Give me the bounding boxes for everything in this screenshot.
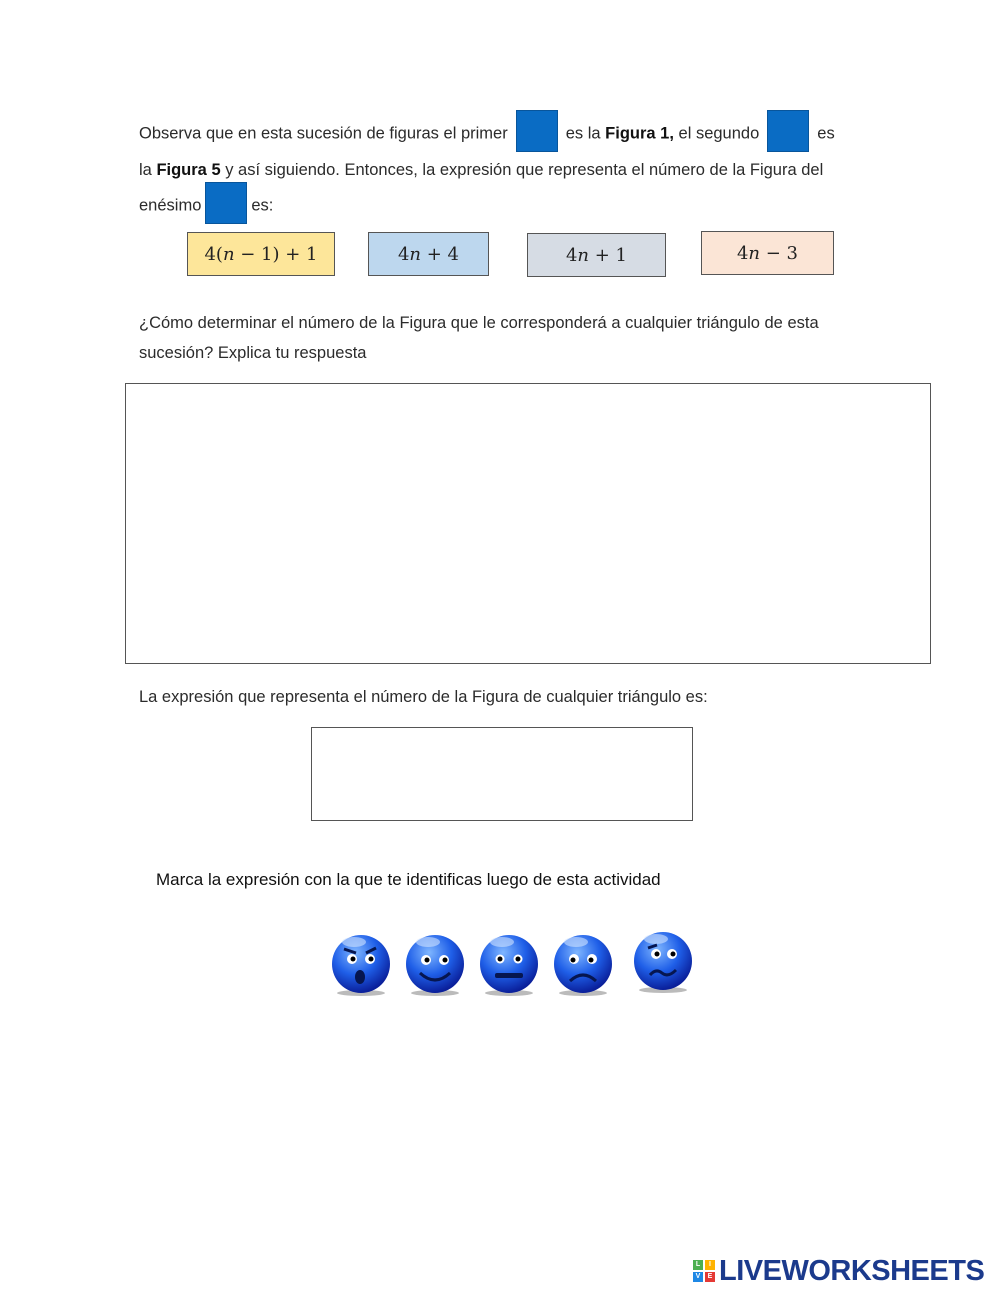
option-expression-3[interactable] xyxy=(527,233,666,277)
explanation-answer-box[interactable] xyxy=(125,383,931,664)
sad-face-icon[interactable] xyxy=(552,933,614,997)
intro-text-7: enésimo xyxy=(139,196,202,215)
intro-text-5: la xyxy=(139,161,152,179)
blue-square-figure xyxy=(516,110,558,152)
intro-paragraph xyxy=(139,113,869,227)
option-label: 4(𝑛 − 1) + 1 xyxy=(204,243,318,265)
option-expression-4[interactable] xyxy=(701,231,834,275)
expression-answer-box[interactable] xyxy=(311,727,693,821)
intro-text-1: Observa que en esta sucesión de figuras el primer xyxy=(139,124,508,143)
confused-face-icon[interactable] xyxy=(632,930,694,994)
logo-mark-icon xyxy=(693,1260,715,1282)
option-expression-1[interactable] xyxy=(187,232,335,276)
intro-text-8: es: xyxy=(251,196,274,215)
option-label: 4𝑛 − 3 xyxy=(736,242,799,264)
intro-bold-figura-1: Figura 1, xyxy=(605,124,674,143)
logo-mark-letter: I xyxy=(705,1260,715,1270)
option-expression-2[interactable] xyxy=(368,232,489,276)
option-label: 4𝑛 + 4 xyxy=(397,243,460,265)
intro-text-3: el segundo xyxy=(678,124,760,143)
feedback-faces xyxy=(330,933,700,1003)
logo-mark-letter: V xyxy=(693,1272,703,1282)
logo-mark-letter: E xyxy=(705,1272,715,1282)
logo-text: LIVEWORKSHEETS xyxy=(719,1254,985,1287)
intro-text-6: y así siguiendo. Entonces, la expresión que representa el número de la Figura del xyxy=(225,161,824,179)
option-label: 4𝑛 + 1 xyxy=(565,244,628,266)
intro-bold-figura-5: Figura 5 xyxy=(156,161,221,179)
feedback-prompt: Marca la expresión con la que te identificas luego de esta actividad xyxy=(156,870,661,889)
intro-text-4: es xyxy=(817,124,835,143)
intro-text-2: es la xyxy=(565,124,601,143)
neutral-face-icon[interactable] xyxy=(478,933,540,997)
liveworksheets-logo xyxy=(693,1255,984,1287)
logo-mark-letter: L xyxy=(693,1260,703,1270)
blue-square-figure xyxy=(205,182,247,224)
question-text: ¿Cómo determinar el número de la Figura que le corresponderá a cualquier triángulo de esta sucesión? Explica tu respuesta xyxy=(139,314,819,362)
blue-square-figure xyxy=(767,110,809,152)
happy-face-icon[interactable] xyxy=(404,933,466,997)
surprised-face-icon[interactable] xyxy=(330,933,392,997)
expression-prompt: La expresión que representa el número de la Figura de cualquier triángulo es: xyxy=(139,688,708,706)
